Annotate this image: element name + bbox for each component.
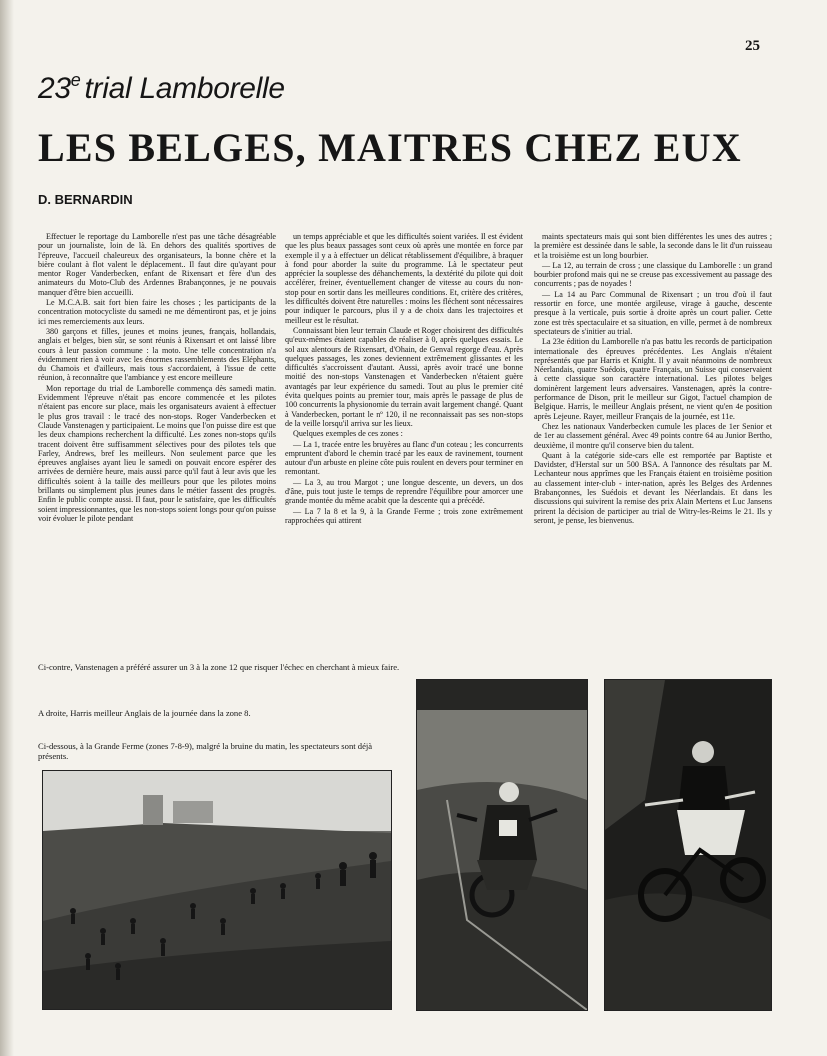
event-kicker: [38, 70, 285, 106]
headline: LES BELGES, MAITRES CHEZ EUX: [38, 125, 742, 170]
paragraph: 380 garçons et filles, jeunes et moins jeunes, français, hollandais, anglais et belges, bien sûr, se sont réunis à Rixensart et ont laissé libre cours à leur passion commune : la moto. Une telle concentration n'a évidemment rien à voir avec les énormes rassemblements des Eléphants, du Chamois et d'ailleurs, mais tous s'accordaient, à l'issue de cette réunion, à reconnaître que l'ambiance y est encore meilleure: [38, 326, 276, 383]
paragraph: maints spectateurs mais qui sont bien différentes les unes des autres ; la première est dessinée dans le sable, la seconde dans le lit d'un ruisseau et la troisième est un long bourbier.: [534, 232, 772, 260]
kicker-suffix: e: [70, 70, 81, 90]
article-column-2: [285, 232, 523, 526]
paragraph: — La 3, au trou Margot ; une longue descente, un devers, un dos d'âne, puis tout juste le temps de reprendre l'équilibre pour amorcer une grande montée du même acabit que la descente qui a précédé.: [285, 477, 523, 506]
byline: D. BERNARDIN: [38, 192, 133, 207]
photo-harris-zone-8: [604, 679, 772, 1011]
photo-vanstenagen-zone-12: [416, 679, 588, 1011]
paragraph: — La 12, au terrain de cross ; une classique du Lamborelle : un grand bourbier profond mais qui ne se creuse pas excessivement au passage des concurrents ; pas de noyades !: [534, 260, 772, 289]
paragraph: — La 1, tracée entre les bruyères au flanc d'un coteau ; les concurrents empruntent d'abord le chemin tracé par les eaux de ravinement, tournent autour d'un arbuste en pleine côte puis roulent en devers pour terminer en remontant.: [285, 439, 523, 477]
article-column-3: [534, 232, 772, 526]
paragraph: Chez les nationaux Vanderbecken cumule les places de 1er Senior et de 1er au classement général. Avec 49 points contre 64 au Junior Bertho, deuxième, il montre qu'il conserve bien du talent.: [534, 421, 772, 450]
paragraph: La 23e édition du Lamborelle n'a pas battu les records de participation internationale des épreuves précédentes. Les Anglais n'étaient représentés que par Harris et Knight. Il y avait néanmoins de nombreux Néerlandais, quatre Suédois, quatre Français, un Suisse qui conservaient à cette classique son caractère international. Les pilotes belges dominèrent largement leurs adversaires. Vanstenagen, après la contre-performance de Dison, prit le meilleur sur Gigot, l'actuel champion de Belgique. Harris, le meilleur Anglais présent, ne vient qu'en 4e position après Lejeune. Rayer, meilleur Français de la journée, est 11e.: [534, 337, 772, 421]
paragraph: Quelques exemples de ces zones :: [293, 429, 403, 439]
page-number: 25: [745, 38, 760, 54]
page-edge-shadow: [0, 0, 14, 1056]
paragraph: Quant à la catégorie side-cars elle est remportée par Baptiste et Davidster, d'Herstal sur un 500 BSA. A l'annonce des résultats par M. Lechanteur nous apprîmes que les Français étaient en troisième position au classement inter-club - inter-nation, après les Belges des Ardennes Brabançonnes, les Suédois et devant les Néerlandais. Et dans les discussions qui suivirent la remise des prix Alain Mertens et Luc Jansens prirent la décision de participer au trial de Witry-les-Reims le 21. Ils y seront, je pense, les bienvenus.: [534, 450, 772, 525]
caption-grande-ferme: Ci-dessous, à la Grande Ferme (zones 7-8-9), malgré la bruine du matin, les spectateurs sont déjà présents.: [38, 741, 373, 761]
article-column-1: [38, 232, 276, 524]
kicker-title: trial Lamborelle: [84, 72, 285, 105]
caption-vanstenagen: Ci-contre, Vanstenagen a préféré assurer un 3 à la zone 12 que risquer l'échec en cherchant à mieux faire.: [38, 662, 400, 672]
paragraph: — La 7 la 8 et la 9, à la Grande Ferme ; trois zone extrêmement rapprochées qui attirent: [285, 506, 523, 525]
paragraph: — La 14 au Parc Communal de Rixensart ; un trou d'où il faut ressortir en force, une montée argileuse, virage à gauche, descente presque à la verticale, puis sortie à droite après un court palier. Cette zone est très spectaculaire et sa situation, en ville, permet à de nombreux spectateurs de s'initier au trial.: [534, 289, 772, 336]
paragraph: Effectuer le reportage du Lamborelle n'est pas une tâche désagréable pour un journaliste, loin de là. En dehors des qualités sportives de l'épreuve, l'accueil chaleureux des organisateurs, la bonne chère et la bière coulant à flot valent le déplacement.. Il faut dire qu'ayant pour mentor Roger Vanderbecken, enfant de Rixensart et fère d'un des animateurs du Moto-Club des Ardennes Brabançonnes, je ne pouvais manquer d'être bien accueilli.: [38, 232, 276, 297]
paragraph: un temps appréciable et que les difficultés soient variées. Il est évident que les plus beaux passages sont ceux où après une montée en force par exemple il y a à effectuer un délicat rétablissement d'équilibre, à braquer à fond pour aborder la suite du programme. Là le spectateur peut apprécier la souplesse des déhanchements, la dextérité du pilote qui doit accélérer, freiner, éventuellement changer de vitesse au cours du non-stop pour en sortir dans les meilleures conditions. Et, critère des critères, les difficultés doivent être naturelles : moins les fléchent sont nécessaires pour indiquer le parcours, plus il y a de choix dans les trajectoires et meilleur est le résultat.: [285, 232, 523, 325]
caption-harris: A droite, Harris meilleur Anglais de la journée dans la zone 8.: [38, 708, 251, 718]
paragraph: Connaissant bien leur terrain Claude et Roger choisirent des difficultés qu'eux-mêmes étaient capables de réaliser à 0, après quelques essais. Le sol aux alentours de Rixensart, d'Ohain, de Genval regorge d'eau. Après quelques passages, les zones deviennent extrêmement glissantes et les difficultés s'accroissent d'autant. Aussi, après avoir tracé une bonne moitié des non-stops Vanstenagen et Vanderbecken n'étaient guère avantagés par leur expérience du samedi. Tout au plus le premier cité évita quelques points au premier tour, mais après le passage de plus de 100 concurrents la physionomie du terrain avait largement changé. Quant à Vanderbecken, portant le nº 120, il ne reconnaissait pas ses non-stops de la veille lorsqu'il arriva sur les lieux.: [285, 325, 523, 428]
kicker-ordinal: 23: [38, 72, 71, 105]
paragraph: Mon reportage du trial de Lamborelle commença dès samedi matin. Evidemment l'épreuve n'était pas encore commencée et les pilotes n'étaient pas encore sur place, mais les organisateurs avaient à effectuer le plus gros travail : le tracé des non-stops. Roger Vanderbecken et Claude Vanstenagen y participaient. Le moins que l'on puisse dire est que les deux champions recherchent la difficulté. Les zones non-stops qu'ils tracent doivent être suffisamment sélectives pour des pilotes tels que Farley, Andrews, bref les meilleurs. Non seulement parce que les épreuves anglaises ayant lieu le samedi on pouvait encore espérer des arrivées de dernière heure, mais aussi parce qu'il faut à leur avis que les difficultés soient à la taille des meilleurs pour que les pilotes moins brillants ou simplement plus jeunes dans le métier fassent des progrès. Enfin le public compte aussi. Il faut, pour le satisfaire, que les difficultés soient impressionnantes, que les non-stops soient longs pour qu'on puisse voir évoluer le pilote pendant: [38, 383, 276, 523]
photo-spectators-grande-ferme: [42, 770, 392, 1010]
paragraph: Le M.C.A.B. sait fort bien faire les choses ; les participants de la concentration motocycliste du samedi ne me démentiront pas, et je joins ici mes remerciements aux leurs.: [38, 298, 276, 326]
